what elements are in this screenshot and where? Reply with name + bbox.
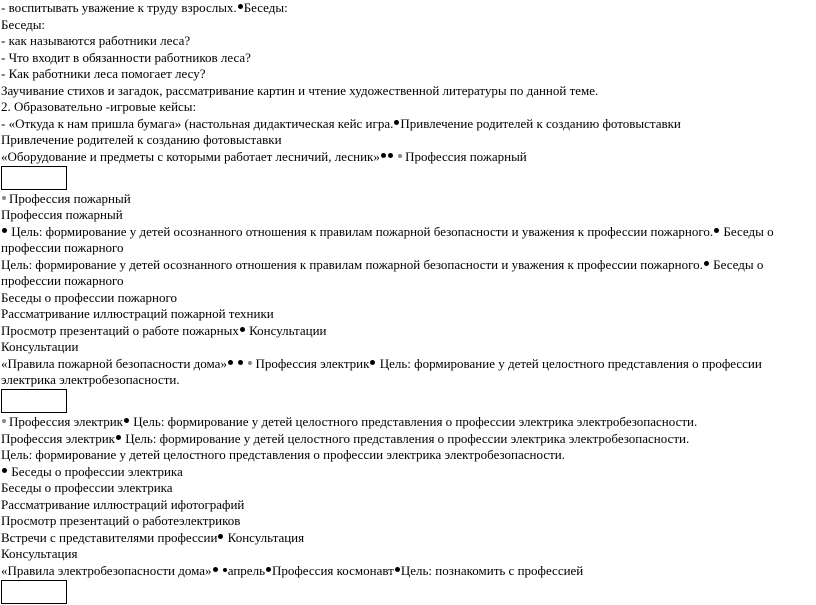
text-line: Беседы о профессии электрика	[1, 480, 173, 495]
text-line: Рассматривание иллюстраций ифотографий	[1, 496, 245, 512]
image-placeholder-box	[1, 580, 67, 604]
text-span: «Правила пожарной безопасности дома»	[1, 355, 227, 371]
text-span: Цель: формирование у детей целостного представления о профессии электрика электробезопасности.	[133, 414, 698, 429]
bullet-icon	[238, 360, 243, 365]
text-line	[1, 464, 813, 481]
text-span: Привлечение родителей к созданию фотовыставки	[400, 115, 681, 131]
text-paragraph	[1, 356, 813, 389]
text-line	[1, 563, 813, 580]
bullet-icon	[2, 196, 6, 200]
text-span: Профессия пожарный	[9, 190, 131, 206]
text-line: - Что входит в обязанности работников леса?	[1, 49, 251, 65]
text-line: Просмотр презентаций о работеэлектриков	[1, 513, 241, 528]
text-line: - как называются работники леса?	[1, 33, 191, 48]
text-line	[1, 191, 813, 208]
text-line: Профессия пожарный	[1, 207, 123, 222]
text-span: апрель	[227, 562, 265, 578]
text-line: 2. Образовательно -игровые кейсы:	[1, 99, 197, 114]
bullet-icon	[714, 228, 719, 233]
bullet-icon	[266, 567, 271, 572]
bullet-icon	[240, 327, 245, 332]
text-span: Профессия электрик	[255, 355, 370, 371]
bullet-icon	[704, 261, 709, 266]
text-span: Встречи с представителями профессии	[1, 529, 218, 545]
text-line	[1, 116, 813, 133]
text-span: Цель: формирование у детей осознанного отношения к правилам пожарной безопасности и уважения к профессии пожарного.	[1, 256, 703, 272]
text-line: Беседы о профессии пожарного	[1, 289, 177, 305]
text-line: Рассматривание иллюстраций пожарной техники	[1, 306, 274, 321]
text-span: Цель: формирование у детей целостного представления о профессии электрика электробезопасности.	[1, 355, 762, 387]
text-span: Профессия электрик	[9, 414, 123, 429]
text-span: - воспитывать уважение к труду взрослых.	[1, 0, 237, 15]
bullet-icon	[398, 154, 402, 158]
bullet-icon	[2, 419, 6, 423]
image-placeholder-box	[1, 389, 67, 413]
text-span: Беседы:	[243, 0, 288, 15]
text-line: Привлечение родителей к созданию фотовыставки	[1, 132, 282, 147]
text-span: Беседы о профессии электрика	[11, 463, 183, 479]
text-span: Просмотр презентаций о работе пожарных	[1, 322, 239, 338]
text-span: Профессия космонавт	[272, 562, 394, 578]
bullet-icon	[2, 228, 7, 233]
bullet-icon	[2, 468, 7, 473]
text-span: Консультация	[227, 529, 305, 545]
bullet-icon	[248, 361, 252, 365]
bullet-icon	[223, 568, 227, 572]
bullet-icon	[213, 567, 218, 572]
text-line: Консультации	[1, 339, 79, 354]
text-line	[1, 414, 813, 431]
text-span: «Правила электробезопасности дома»	[1, 562, 212, 578]
image-placeholder-box	[1, 166, 67, 190]
bullet-icon	[388, 153, 393, 158]
bullet-icon	[370, 360, 375, 365]
text-span: Беседы о профессии пожарного	[1, 256, 764, 288]
text-span: Профессия электрик	[1, 430, 115, 446]
bullet-icon	[395, 567, 400, 572]
bullet-icon	[218, 534, 223, 539]
bullet-icon	[238, 4, 243, 9]
text-line	[1, 323, 813, 340]
text-span: Консультации	[249, 322, 327, 338]
text-span: Цель: познакомить с профессией	[400, 562, 584, 578]
bullet-icon	[381, 153, 386, 158]
bullet-icon	[116, 435, 121, 440]
text-line	[1, 431, 813, 448]
text-line: Цель: формирование у детей целостного представления о профессии электрика электробезопасности.	[1, 447, 565, 462]
bullet-icon	[124, 418, 129, 423]
text-line	[1, 530, 813, 547]
bullet-icon	[394, 120, 399, 125]
text-line: Беседы:	[1, 16, 46, 32]
text-line: Заучивание стихов и загадок, рассматривание картин и чтение художественной литературы по данной теме.	[1, 82, 599, 98]
text-span: Цель: формирование у детей осознанного отношения к правилам пожарной безопасности и уважения к профессии пожарного.	[11, 223, 714, 239]
bullet-icon	[228, 360, 233, 365]
text-span: Беседы о профессии пожарного	[1, 223, 774, 255]
text-span: - «Откуда к нам пришла бумага» (настольная дидактическая кейс игра.	[1, 115, 394, 131]
text-line	[1, 149, 813, 166]
text-line: Консультация	[1, 546, 78, 561]
text-paragraph	[1, 257, 813, 290]
text-paragraph	[1, 224, 813, 257]
document-body	[1, 0, 813, 605]
text-line	[1, 0, 813, 17]
text-span: «Оборудование и предметы с которыми работает лесничий, лесник»	[1, 148, 380, 164]
text-span: Профессия пожарный	[405, 148, 527, 164]
text-line: - Как работники леса помогает лесу?	[1, 66, 206, 81]
text-span: Цель: формирование у детей целостного представления о профессии электрика электробезопасности.	[125, 430, 690, 446]
